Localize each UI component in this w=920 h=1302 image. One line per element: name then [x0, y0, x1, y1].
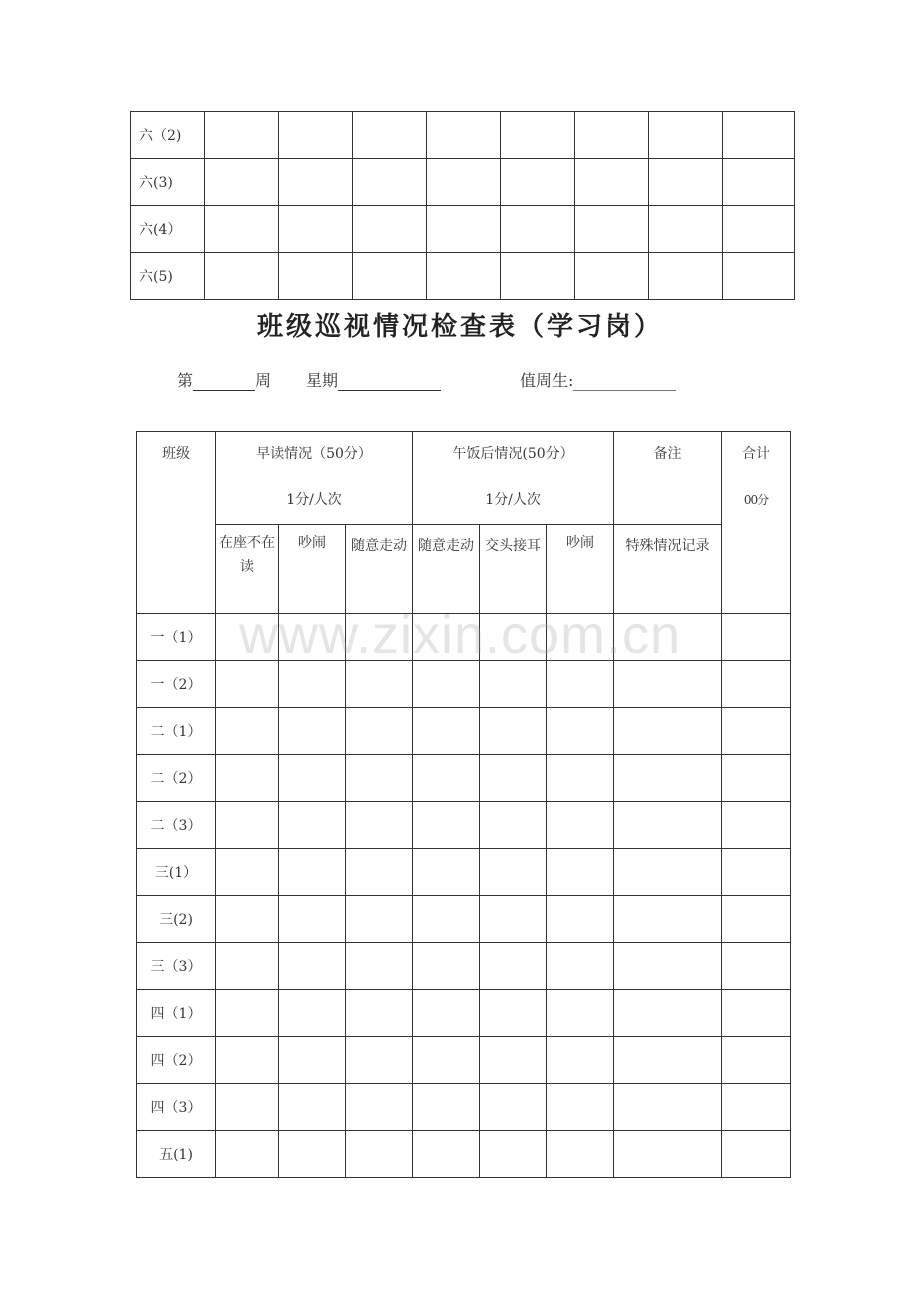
- score-cell[interactable]: [722, 802, 791, 849]
- score-cell[interactable]: [216, 896, 279, 943]
- score-cell[interactable]: [722, 896, 791, 943]
- score-cell[interactable]: [413, 849, 480, 896]
- score-cell[interactable]: [205, 159, 279, 206]
- weekday-label: 星期: [306, 371, 339, 390]
- score-cell[interactable]: [205, 253, 279, 300]
- score-cell[interactable]: [480, 1131, 547, 1178]
- score-cell[interactable]: [614, 614, 722, 661]
- score-cell[interactable]: [346, 708, 413, 755]
- table-row: [137, 1037, 791, 1084]
- class-cell: 三（3）: [137, 943, 216, 990]
- subheader-cell: 在座不在读: [216, 525, 279, 614]
- class-cell: 三(1）: [137, 849, 216, 896]
- header-total: [722, 432, 791, 614]
- score-cell[interactable]: [216, 708, 279, 755]
- score-cell[interactable]: [575, 253, 649, 300]
- score-cell[interactable]: [649, 112, 723, 159]
- week-suffix: 周: [255, 371, 272, 390]
- weekday-field: [306, 368, 441, 391]
- score-cell[interactable]: [413, 708, 480, 755]
- class-cell: 四（2）: [137, 1037, 216, 1084]
- duty-blank[interactable]: [573, 372, 676, 391]
- score-cell[interactable]: [413, 943, 480, 990]
- score-cell[interactable]: [547, 802, 614, 849]
- score-cell[interactable]: [614, 849, 722, 896]
- table-row: [137, 1131, 791, 1178]
- table-row: [137, 849, 791, 896]
- score-cell[interactable]: [614, 943, 722, 990]
- class-cell: 二（3）: [137, 802, 216, 849]
- table-row: [131, 159, 795, 206]
- score-cell[interactable]: [413, 896, 480, 943]
- score-cell[interactable]: [722, 943, 791, 990]
- score-cell[interactable]: [216, 755, 279, 802]
- header-morning: [216, 432, 413, 525]
- score-cell[interactable]: [547, 1131, 614, 1178]
- score-cell[interactable]: [216, 661, 279, 708]
- class-cell: 五(1): [137, 1131, 216, 1178]
- morning-rule: 1分/人次: [286, 492, 342, 508]
- score-cell[interactable]: [279, 802, 346, 849]
- score-cell[interactable]: [480, 943, 547, 990]
- class-cell: 六(5): [131, 253, 205, 300]
- class-cell: 六（2): [131, 112, 205, 159]
- table-row: [131, 112, 795, 159]
- score-cell[interactable]: [614, 802, 722, 849]
- score-cell[interactable]: [346, 802, 413, 849]
- score-cell[interactable]: [480, 614, 547, 661]
- score-cell[interactable]: [427, 206, 501, 253]
- score-cell[interactable]: [427, 159, 501, 206]
- table-row: [131, 206, 795, 253]
- score-cell[interactable]: [346, 614, 413, 661]
- score-cell[interactable]: [649, 159, 723, 206]
- score-cell[interactable]: [216, 614, 279, 661]
- score-cell[interactable]: [413, 1131, 480, 1178]
- score-cell[interactable]: [480, 896, 547, 943]
- score-cell[interactable]: [575, 159, 649, 206]
- header-class: 班级: [137, 432, 216, 614]
- score-cell[interactable]: [501, 253, 575, 300]
- lunch-title: 午饭后情况(50分）: [452, 446, 574, 462]
- score-cell[interactable]: [205, 206, 279, 253]
- score-cell[interactable]: [722, 1037, 791, 1084]
- score-cell[interactable]: [216, 849, 279, 896]
- score-cell[interactable]: [279, 206, 353, 253]
- score-cell[interactable]: [614, 990, 722, 1037]
- score-cell[interactable]: [649, 253, 723, 300]
- score-cell[interactable]: [547, 990, 614, 1037]
- score-cell[interactable]: [722, 849, 791, 896]
- class-cell: 一（2）: [137, 661, 216, 708]
- score-cell[interactable]: [722, 1131, 791, 1178]
- subheader-cell: 吵闹: [279, 525, 346, 614]
- week-blank[interactable]: [193, 372, 255, 391]
- score-cell[interactable]: [279, 755, 346, 802]
- table-row: [137, 755, 791, 802]
- score-cell[interactable]: [480, 708, 547, 755]
- score-cell[interactable]: [480, 990, 547, 1037]
- score-cell[interactable]: [216, 1131, 279, 1178]
- inspection-table: [136, 431, 791, 1178]
- lunch-rule: 1分/人次: [485, 492, 541, 508]
- score-cell[interactable]: [279, 1084, 346, 1131]
- score-cell[interactable]: [216, 990, 279, 1037]
- score-cell[interactable]: [413, 1037, 480, 1084]
- table-row: [137, 802, 791, 849]
- score-cell[interactable]: [279, 159, 353, 206]
- class-cell: 一（1）: [137, 614, 216, 661]
- score-cell[interactable]: [649, 206, 723, 253]
- score-cell[interactable]: [547, 1037, 614, 1084]
- score-cell[interactable]: [216, 1084, 279, 1131]
- score-cell[interactable]: [413, 802, 480, 849]
- score-cell[interactable]: [346, 1037, 413, 1084]
- score-cell[interactable]: [722, 661, 791, 708]
- score-cell[interactable]: [279, 896, 346, 943]
- table-row: [137, 896, 791, 943]
- total-title: 合计: [742, 446, 771, 462]
- table-row: [137, 943, 791, 990]
- header-row: [137, 432, 791, 525]
- score-cell[interactable]: [614, 755, 722, 802]
- header-remarks: 备注: [614, 432, 722, 525]
- score-cell[interactable]: [279, 1037, 346, 1084]
- score-cell[interactable]: [480, 849, 547, 896]
- score-cell[interactable]: [480, 755, 547, 802]
- score-cell[interactable]: [279, 849, 346, 896]
- class-cell: 二（1）: [137, 708, 216, 755]
- score-cell[interactable]: [547, 849, 614, 896]
- table-row: [131, 253, 795, 300]
- score-cell[interactable]: [480, 1037, 547, 1084]
- score-cell[interactable]: [413, 755, 480, 802]
- score-cell[interactable]: [723, 159, 795, 206]
- score-cell[interactable]: [614, 1037, 722, 1084]
- subheader-cell: 随意走动: [346, 525, 413, 614]
- score-cell[interactable]: [547, 708, 614, 755]
- duty-label: 值周生:: [520, 371, 574, 390]
- class-cell: 二（2）: [137, 755, 216, 802]
- duty-field: [520, 368, 676, 391]
- score-cell[interactable]: [216, 802, 279, 849]
- weekday-blank[interactable]: [338, 372, 441, 391]
- week-prefix: 第: [177, 371, 194, 390]
- table-row: [137, 661, 791, 708]
- score-cell[interactable]: [501, 112, 575, 159]
- score-cell[interactable]: [614, 1131, 722, 1178]
- class-cell: 四（1）: [137, 990, 216, 1037]
- score-cell[interactable]: [547, 755, 614, 802]
- score-cell[interactable]: [575, 206, 649, 253]
- score-cell[interactable]: [279, 1131, 346, 1178]
- subheader-cell: 交头接耳: [480, 525, 547, 614]
- score-cell[interactable]: [575, 112, 649, 159]
- score-cell[interactable]: [353, 159, 427, 206]
- score-cell[interactable]: [722, 755, 791, 802]
- watermark: www.zixin.com.cn: [238, 605, 682, 665]
- score-cell[interactable]: [279, 661, 346, 708]
- score-cell[interactable]: [547, 1084, 614, 1131]
- score-cell[interactable]: [614, 1084, 722, 1131]
- morning-title: 早读情况（50分）: [256, 446, 372, 462]
- top-class-table: [130, 111, 795, 300]
- score-cell[interactable]: [722, 1084, 791, 1131]
- score-cell[interactable]: [346, 755, 413, 802]
- score-cell[interactable]: [346, 1084, 413, 1131]
- subheader-cell: 特殊情况记录: [614, 525, 722, 614]
- class-cell: 三(2): [137, 896, 216, 943]
- score-cell[interactable]: [547, 943, 614, 990]
- score-cell[interactable]: [346, 943, 413, 990]
- score-cell[interactable]: [413, 1084, 480, 1131]
- week-field: [177, 368, 271, 391]
- score-cell[interactable]: [427, 253, 501, 300]
- score-cell[interactable]: [279, 614, 346, 661]
- table-row: [137, 990, 791, 1037]
- score-cell[interactable]: [279, 253, 353, 300]
- score-cell[interactable]: [723, 206, 795, 253]
- score-cell[interactable]: [413, 990, 480, 1037]
- table-row: [137, 1084, 791, 1131]
- score-cell[interactable]: [346, 896, 413, 943]
- score-cell[interactable]: [216, 943, 279, 990]
- score-cell[interactable]: [427, 112, 501, 159]
- class-cell: 六(3): [131, 159, 205, 206]
- score-cell[interactable]: [279, 708, 346, 755]
- score-cell[interactable]: [501, 159, 575, 206]
- score-cell[interactable]: [413, 614, 480, 661]
- score-cell[interactable]: [346, 849, 413, 896]
- score-cell[interactable]: [346, 1131, 413, 1178]
- score-cell[interactable]: [346, 990, 413, 1037]
- score-cell[interactable]: [614, 896, 722, 943]
- score-cell[interactable]: [413, 661, 480, 708]
- subheader-row: [137, 525, 791, 614]
- table-row: [137, 614, 791, 661]
- subheader-cell: 吵闹: [547, 525, 614, 614]
- table-row: [137, 708, 791, 755]
- class-cell: 六(4）: [131, 206, 205, 253]
- score-cell[interactable]: [480, 802, 547, 849]
- score-cell[interactable]: [501, 206, 575, 253]
- header-lunch: [413, 432, 614, 525]
- score-cell[interactable]: [279, 990, 346, 1037]
- score-cell[interactable]: [480, 1084, 547, 1131]
- score-cell[interactable]: [547, 614, 614, 661]
- total-sub: 00分: [743, 493, 769, 507]
- score-cell[interactable]: [480, 661, 547, 708]
- score-cell[interactable]: [353, 112, 427, 159]
- score-cell[interactable]: [722, 990, 791, 1037]
- score-cell[interactable]: [346, 661, 413, 708]
- class-cell: 四（3）: [137, 1084, 216, 1131]
- score-cell[interactable]: [723, 112, 795, 159]
- score-cell[interactable]: [216, 1037, 279, 1084]
- score-cell[interactable]: [722, 614, 791, 661]
- score-cell[interactable]: [279, 943, 346, 990]
- score-cell[interactable]: [723, 253, 795, 300]
- score-cell[interactable]: [614, 708, 722, 755]
- score-cell[interactable]: [353, 253, 427, 300]
- page-title: 班级巡视情况检查表（学习岗）: [256, 312, 663, 342]
- subheader-cell: 随意走动: [413, 525, 480, 614]
- score-cell[interactable]: [205, 112, 279, 159]
- score-cell[interactable]: [547, 661, 614, 708]
- score-cell[interactable]: [722, 708, 791, 755]
- score-cell[interactable]: [353, 206, 427, 253]
- score-cell[interactable]: [279, 112, 353, 159]
- score-cell[interactable]: [614, 661, 722, 708]
- score-cell[interactable]: [547, 896, 614, 943]
